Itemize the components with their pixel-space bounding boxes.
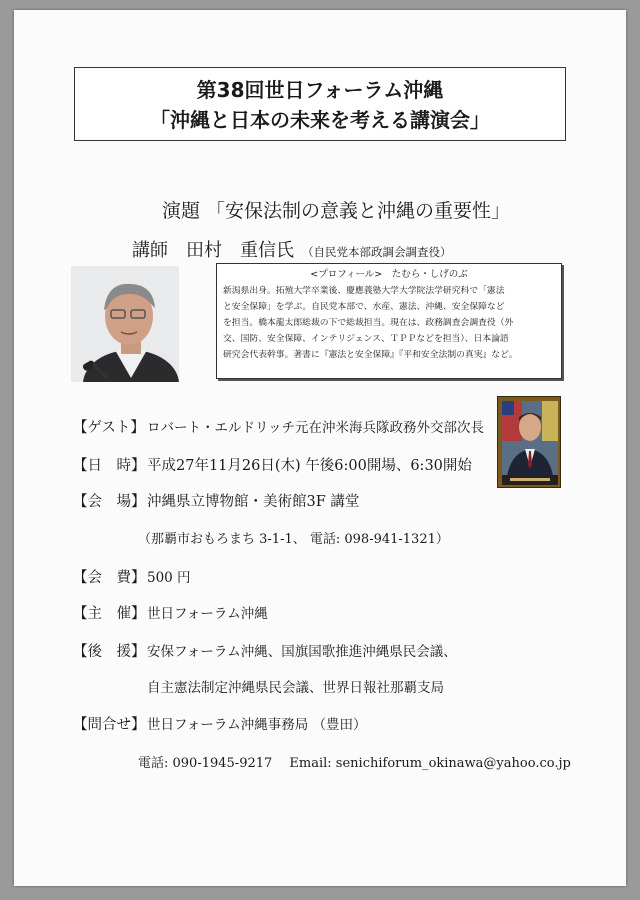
date-row — [73, 454, 472, 475]
profile-header: <プロフィール> たむら・しげのぶ — [310, 269, 468, 280]
guest-photo — [497, 396, 561, 488]
profile-line: と安全保障」を学ぶ。自民党本部で、水産、憲法、沖縄、安全保障など — [223, 302, 505, 312]
profile-box — [216, 263, 562, 379]
profile-line: 研究会代表幹事。著書に『憲法と安全保障』『平和安全法制の真実』など。 — [223, 350, 518, 360]
fee-row — [73, 566, 191, 587]
support-value-2 — [147, 676, 444, 696]
venue-row — [73, 490, 359, 511]
title-line-1: 第38回世日フォーラム沖縄 — [196, 78, 444, 102]
profile-line: を担当。橋本龍太郎総裁の下で総裁担当。現在は、政務調査会調査役（外 — [223, 318, 514, 328]
support-value-1: 安保フォーラム沖縄、国旗国歌推進沖縄県民会議、 — [147, 644, 457, 660]
host-value: 世日フォーラム沖縄 — [147, 606, 268, 622]
venue-label: 【会 場】 — [73, 494, 146, 510]
guest-row — [73, 416, 484, 437]
contact-value: 世日フォーラム沖縄事務局 （豊田） — [147, 717, 367, 733]
lecturer-role: （自民党本部政調会調査役） — [302, 245, 452, 259]
date-label: 【日 時】 — [73, 458, 146, 474]
guest-label: 【ゲスト】 — [73, 420, 145, 436]
title-line-2: 「沖縄と日本の未来を考える講演会」 — [150, 108, 490, 132]
venue-address: （那覇市おもろまち 3-1-1、 電話: 098-941-1321） — [138, 532, 449, 547]
fee-label: 【会 費】 — [73, 570, 146, 586]
contact-line: 電話: 090-1945-9217 Email: senichiforum_okinawa@yahoo.co.jp — [138, 756, 571, 771]
date-value: 平成27年11月26日(木) 午後6:00開場、6:30開始 — [147, 458, 472, 474]
profile-line: 新潟県出身。拓殖大学卒業後、慶應義塾大学大学院法学研究科で「憲法 — [223, 286, 505, 296]
contact-label: 【問合せ】 — [73, 717, 146, 733]
flyer-page — [14, 10, 626, 886]
contact-row — [73, 713, 366, 734]
lecture-subject: 演題 「安保法制の意義と沖縄の重要性」 — [162, 200, 511, 222]
guest-value: ロバート・エルドリッチ元在沖米海兵隊政務外交部次長 — [147, 420, 484, 436]
host-row — [73, 602, 268, 623]
profile-line: 交、国防、安全保障、インテリジェンス、ＴＰＰなどを担当）、日本論語 — [223, 334, 509, 344]
support-value-2-text: 自主憲法制定沖縄県民会議、世界日報社那覇支局 — [147, 680, 444, 696]
support-label: 【後 援】 — [73, 644, 146, 660]
lecturer-line — [132, 236, 452, 262]
support-row — [73, 640, 457, 661]
host-label: 【主 催】 — [73, 606, 146, 622]
lecturer-name: 講師 田村 重信氏 — [132, 240, 294, 261]
venue-value: 沖縄県立博物館・美術館3F 講堂 — [147, 494, 360, 510]
fee-value: 500 円 — [147, 570, 191, 586]
title-box — [74, 67, 566, 141]
lecturer-photo — [71, 266, 179, 382]
